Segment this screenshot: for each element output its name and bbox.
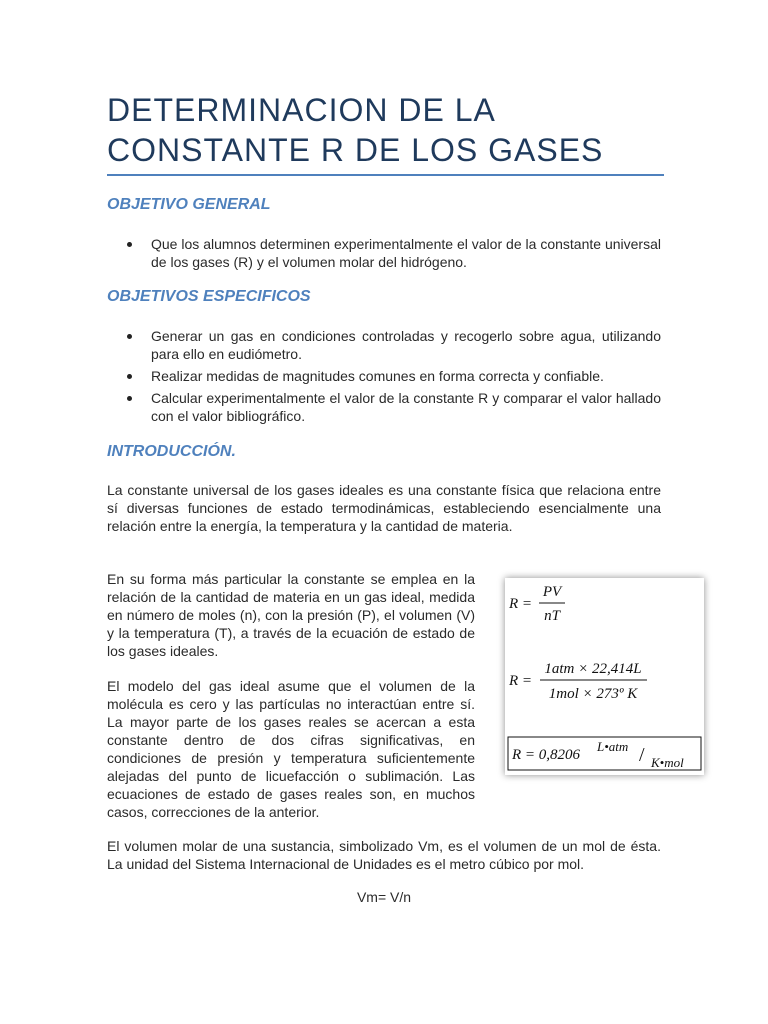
formula-3-unit-numerator: L•atm [597,739,629,754]
list-item-text: Generar un gas en condiciones controladas y recogerlo sobre agua, utilizando para ello en eudiómetro. [151,328,661,362]
formula-1-denominator: nT [544,608,560,624]
page-title: DETERMINACION DE LA CONSTANTE R DE LOS GASES [107,92,604,168]
bullet-icon [127,396,132,401]
formula-3-slash: / [639,744,645,766]
objetivos-especificos-list [107,327,661,429]
formula-2-denominator: 1mol × 273º K [548,686,638,702]
list-item-text: Que los alumnos determinen experimentalmente el valor de la constante universal de los gases (R) y el volumen molar del hidrógeno. [151,236,661,270]
heading-objetivo-general: OBJETIVO GENERAL [107,196,271,213]
intro-paragraph-3: El modelo del gas ideal asume que el volumen de la molécula es cero y las partículas no interactúan entre sí. La mayor parte de los gases reales se acercan a esta constante dentro de dos cifras significativas, en condiciones de presión y temperatura suficientemente alejadas del punto de licuefacción o sublimación. Las ecuaciones de estado de gases reales son, en muchos casos, correcciones de la anterior. [107,678,475,820]
formula-3-unit-denominator: K•mol [651,755,684,770]
formula-figure [505,578,704,775]
objetivo-general-list [107,235,661,275]
heading-objetivos-especificos: OBJETIVOS ESPECIFICOS [107,288,311,305]
intro-paragraph-2: En su forma más particular la constante se emplea en la relación de la cantidad de materia en un gas ideal, medida en número de moles (n), con la presión (P), el volumen (V) y la temperatura (T), a través de la ecuación de estado de los gases ideales. [107,571,475,659]
list-item [107,367,661,385]
bullet-icon [127,242,132,247]
formula-1-numerator: PV [542,584,562,600]
list-item-text: Calcular experimentalmente el valor de la constante R y comparar el valor hallado con el valor bibliográfico. [151,390,661,424]
formula-1-lhs: R = [509,596,533,612]
intro-paragraph-4: El volumen molar de una sustancia, simbolizado Vm, es el volumen de un mol de ésta. La unidad del Sistema Internacional de Unidades es el metro cúbico por mol. [107,838,661,872]
bullet-icon [127,374,132,379]
list-item [107,327,661,363]
heading-introduccion: INTRODUCCIÓN. [107,443,236,460]
list-item-text: Realizar medidas de magnitudes comunes en forma correcta y confiable. [151,368,604,384]
list-item [107,235,661,271]
intro-paragraph-1: La constante universal de los gases ideales es una constante física que relaciona entre sí diversas funciones de estado termodinámicas, estableciendo esencialmente una relación entre la energía, la temperatura y la cantidad de materia. [107,482,661,534]
molar-volume-equation: Vm= V/n [356,889,412,905]
formula-3-lhs: R = 0,8206 [512,747,581,763]
formula-2-numerator: 1atm × 22,414L [544,661,642,677]
formula-svg [505,578,704,775]
formula-2-lhs: R = [509,673,533,689]
bullet-icon [127,334,132,339]
title-underline [107,174,664,176]
list-item [107,389,661,425]
